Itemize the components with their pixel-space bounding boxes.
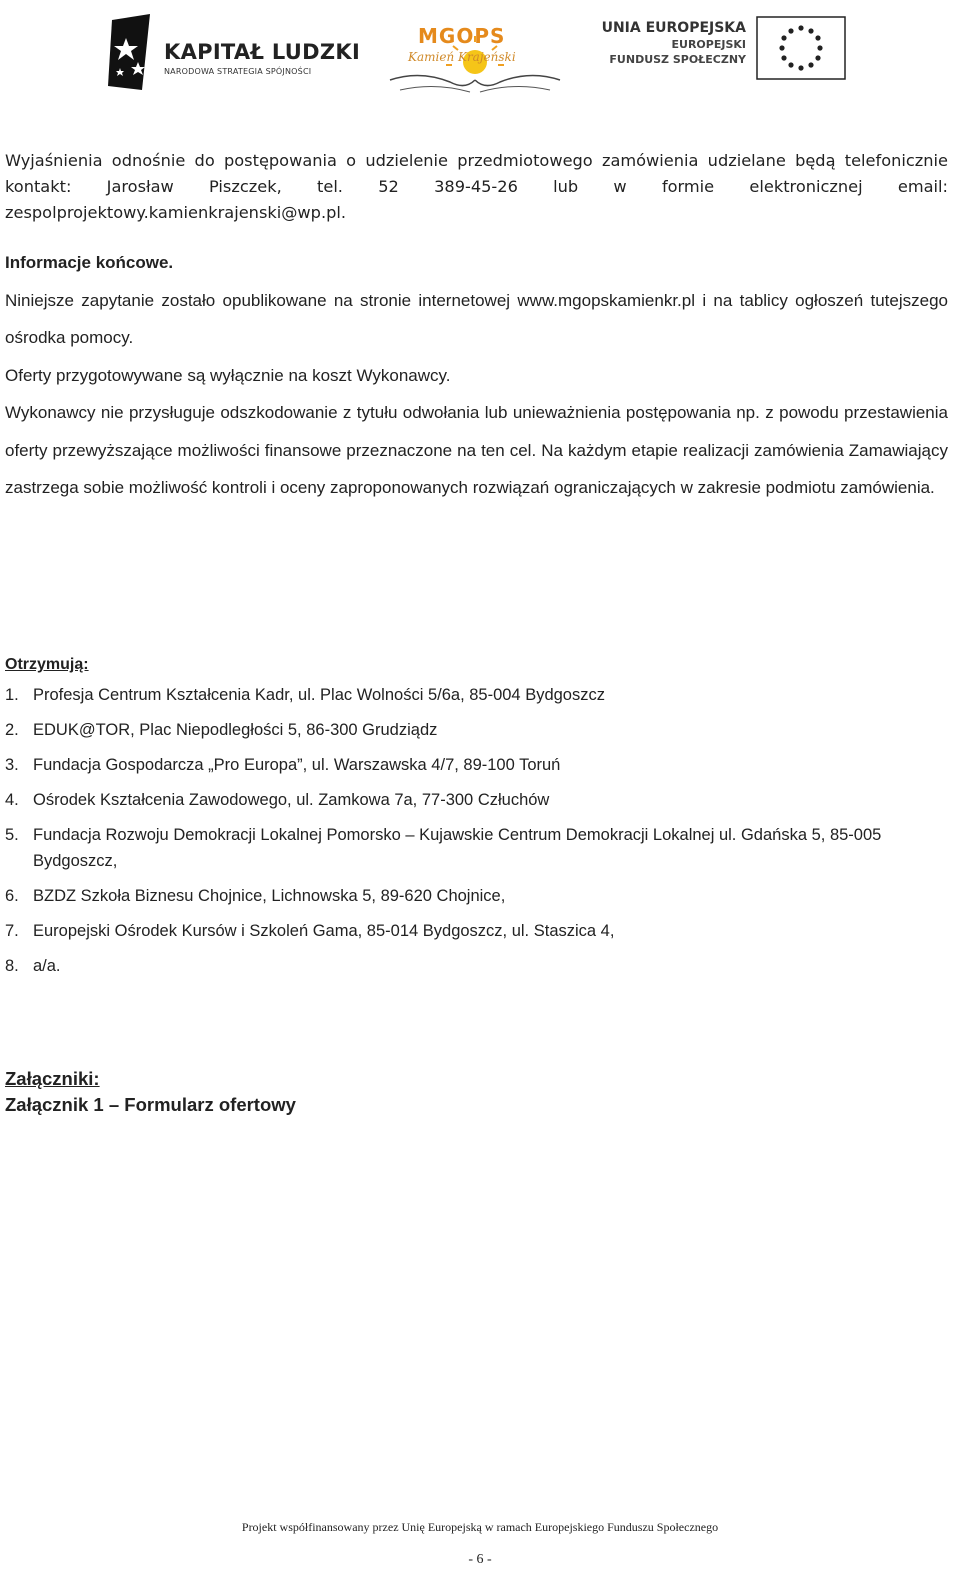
- mgops-script: Kamień Krajeński: [408, 50, 516, 64]
- final-info-p1: Niniejsze zapytanie zostało opublikowane na stronie internetowej www.mgopskamienkr.pl i na tablicy ogłoszeń tutejszego ośrodka pomocy.: [5, 290, 948, 347]
- eu-logo-line2: EUROPEJSKI: [671, 38, 746, 51]
- attachments-heading: Załączniki:: [5, 1068, 100, 1089]
- recipients-heading: Otrzymują:: [5, 656, 89, 673]
- kapital-ludzki-emblem-icon: [104, 10, 164, 100]
- intro-paragraph: Wyjaśnienia odnośnie do postępowania o udzielenie przedmiotowego zamówienia udzielane będą telefonicznie kontakt: Jarosław Piszczek, tel. 52 389-45-26 lub w formie elektronicznej email: zespolprojektowy.kamienkrajenski@wp.pl.: [5, 151, 948, 222]
- list-item: 7. Europejski Ośrodek Kursów i Szkoleń Gama, 85-014 Bydgoszcz, ul. Staszica 4,: [5, 922, 615, 940]
- list-item: 2. EDUK@TOR, Plac Niepodległości 5, 86-300 Grudziądz: [5, 721, 438, 739]
- list-item: 8. a/a.: [5, 957, 61, 975]
- eu-logo-line3: FUNDUSZ SPOŁECZNY: [609, 53, 746, 66]
- list-item: 5. Fundacja Rozwoju Demokracji Lokalnej Pomorsko – Kujawskie Centrum Demokracji Lokalnej ul. Gdańska 5, 85-005 Bydgoszcz,: [5, 826, 882, 870]
- list-item: 3. Fundacja Gospodarcza „Pro Europa”, ul. Warszawska 4/7, 89-100 Toruń: [5, 756, 561, 774]
- final-info-p2: Oferty przygotowywane są wyłącznie na koszt Wykonawcy.: [5, 365, 451, 385]
- eu-logo-line1: UNIA EUROPEJSKA: [601, 20, 746, 36]
- mgops-title: MGOPS: [418, 24, 506, 48]
- recipients-section: [5, 650, 948, 988]
- footer-text: Projekt współfinansowany przez Unię Europejską w ramach Europejskiego Funduszu Społecznego: [241, 1520, 719, 1534]
- list-item: 1. Profesja Centrum Kształcenia Kadr, ul. Plac Wolności 5/6a, 85-004 Bydgoszcz: [5, 686, 605, 704]
- mgops-logo: [380, 10, 570, 100]
- attachments-section: [5, 1066, 948, 1118]
- kapital-ludzki-logo: [104, 10, 361, 100]
- list-item: 4. Ośrodek Kształcenia Zawodowego, ul. Zamkowa 7a, 77-300 Człuchów: [5, 791, 550, 809]
- recipients-list: [5, 682, 948, 979]
- attachment-item: Załącznik 1 – Formularz ofertowy: [5, 1094, 296, 1115]
- document-body: [5, 148, 948, 507]
- kapital-ludzki-title: KAPITAŁ LUDZKI: [164, 40, 361, 64]
- page-number: - 6 -: [468, 1552, 492, 1567]
- final-info-heading: Informacje końcowe.: [5, 253, 174, 272]
- list-item: 6. BZDZ Szkoła Biznesu Chojnice, Lichnowska 5, 89-620 Chojnice,: [5, 887, 506, 905]
- final-info-p3: Wykonawcy nie przysługuje odszkodowanie z tytułu odwołania lub unieważnienia postępowania np. z powodu przestawienia oferty przewyższające możliwości finansowe przeznaczone na ten cel. Na każdym etapie realizacji zamówienia Zamawiający zastrzega sobie możliwość kontroli i oceny zaproponowanych rozwiązań ograniczających w zakresie podmiotu zamówienia.: [5, 403, 948, 497]
- kapital-ludzki-subtitle: NARODOWA STRATEGIA SPÓJNOŚCI: [164, 67, 312, 76]
- eu-flag-icon: [756, 16, 846, 80]
- header-logos: [0, 10, 960, 100]
- eu-logo: [586, 10, 856, 100]
